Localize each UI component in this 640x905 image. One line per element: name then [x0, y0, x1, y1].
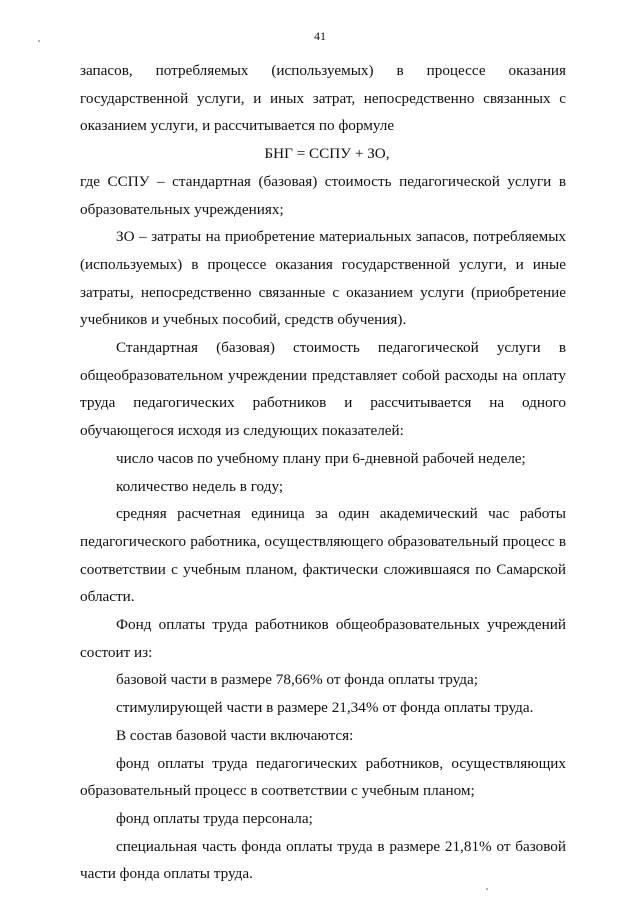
paragraph: средняя расчетная единица за один академический час работы педагогического работника, осуществляющего образовательный процесс в соответствии с учебным планом, фактически сложившаяся по Самарской области. [80, 505, 566, 606]
paragraph: Стандартная (базовая) стоимость педагогической услуги в общеобразовательном учреждении представляет собой расходы на оплату труда педагогических работников и рассчитывается на одного обучающегося исходя из следующих показателей: [80, 339, 566, 440]
paragraph: фонд оплаты труда персонала; [116, 809, 313, 827]
paragraph: В состав базовой части включаются: [116, 726, 354, 744]
paragraph: базовой части в размере 78,66% от фонда оплаты труда; [116, 671, 478, 689]
paragraph: где ССПУ – стандартная (базовая) стоимость педагогической услуги в образовательных учреждениях; [80, 172, 566, 218]
paragraph: число часов по учебному плану при 6-дневной рабочей неделе; [116, 449, 526, 467]
scan-speck [38, 40, 40, 42]
paragraph: стимулирующей части в размере 21,34% от фонда оплаты труда. [116, 699, 534, 717]
paragraph: специальная часть фонда оплаты труда в размере 21,81% от базовой части фонда оплаты труда. [80, 837, 566, 883]
scan-speck [486, 888, 488, 890]
paragraph: фонд оплаты труда педагогических работников, осуществляющих образовательный процесс в соответствии с учебным планом; [80, 754, 566, 800]
paragraph: количество недель в году; [116, 477, 284, 495]
page-number: 41 [314, 29, 326, 43]
paragraph: Фонд оплаты труда работников общеобразовательных учреждений состоит из: [80, 616, 566, 661]
body-text [80, 57, 566, 888]
paragraph: ЗО – затраты на приобретение материальных запасов, потребляемых (используемых) в процессе оказания государственной услуги, и иные затраты, непосредственно связанные с оказанием услуги (приобретение учебников и учебных пособий, средств обучения). [80, 228, 566, 329]
formula: БНГ = ССПУ + ЗО, [264, 145, 390, 163]
paragraph: запасов, потребляемых (используемых) в процессе оказания государственной услуги, и иных затрат, непосредственно связанных с оказанием услуги, и рассчитывается по формуле [80, 62, 566, 135]
